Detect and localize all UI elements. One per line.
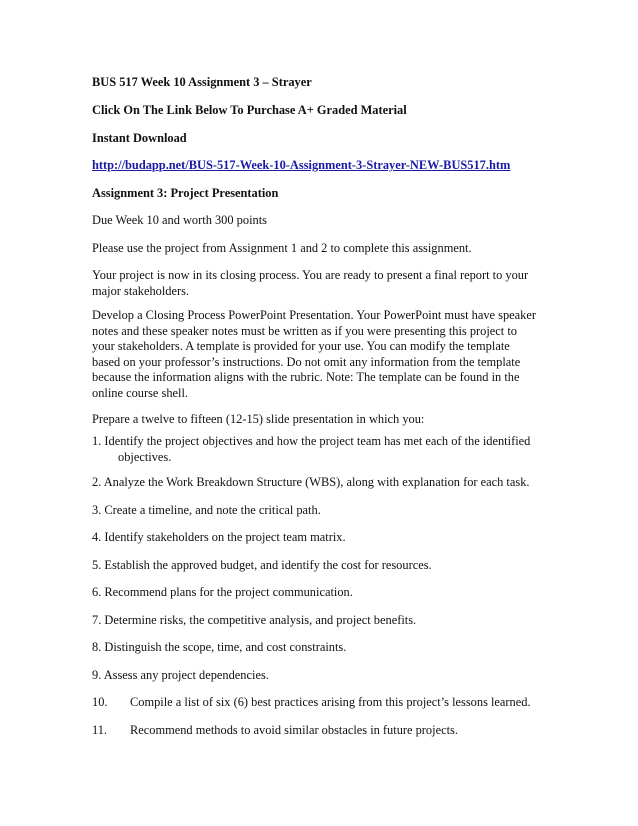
closing-paragraph (92, 268, 548, 299)
list-item-10-text: Compile a list of six (6) best practices arising from this project’s lessons learned. (130, 695, 531, 709)
develop-line-6: online course shell. (92, 385, 189, 400)
prepare-line: Prepare a twelve to fifteen (12-15) slide presentation in which you: (92, 412, 425, 426)
develop-line-4: based on your professor’s instructions. Do not omit any information from the template (92, 354, 521, 369)
purchase-link[interactable]: http://budapp.net/BUS-517-Week-10-Assignment-3-Strayer-NEW-BUS517.htm (92, 158, 511, 172)
list-item-6: 6. Recommend plans for the project communication. (92, 585, 353, 599)
develop-line-2: notes and these speaker notes must be written as if you were presenting this project to (92, 323, 517, 338)
instant-download-label: Instant Download (92, 131, 187, 145)
purchase-line: Click On The Link Below To Purchase A+ Graded Material (92, 103, 407, 117)
list-item-9: 9. Assess any project dependencies. (92, 668, 269, 682)
list-item-2: 2. Analyze the Work Breakdown Structure (WBS), along with explanation for each task. (92, 475, 530, 489)
list-item-11-text: Recommend methods to avoid similar obstacles in future projects. (130, 723, 458, 737)
purchase-link-row (92, 158, 552, 174)
list-item-1-line-2: objectives. (118, 449, 172, 464)
list-item-11-number: 11. (92, 723, 108, 737)
list-item-10-number: 10. (92, 695, 108, 709)
list-item-11 (92, 723, 552, 739)
develop-line-5: because the information aligns with the rubric. Note: The template can be found in the (92, 370, 520, 385)
document-title: BUS 517 Week 10 Assignment 3 – Strayer (92, 75, 312, 89)
assignment-heading: Assignment 3: Project Presentation (92, 186, 279, 200)
list-item-5: 5. Establish the approved budget, and identify the cost for resources. (92, 558, 432, 572)
closing-line-2: major stakeholders. (92, 283, 190, 298)
due-line: Due Week 10 and worth 300 points (92, 213, 267, 227)
list-item-7: 7. Determine risks, the competitive analysis, and project benefits. (92, 613, 417, 627)
list-item-1 (92, 434, 552, 465)
develop-line-1: Develop a Closing Process PowerPoint Presentation. Your PowerPoint must have speaker (92, 308, 536, 322)
list-item-3: 3. Create a timeline, and note the critical path. (92, 503, 321, 517)
develop-line-3: your stakeholders. A template is provided for your use. You can modify the template (92, 339, 510, 354)
list-item-10 (92, 695, 552, 711)
develop-paragraph (92, 308, 548, 402)
closing-line-1: Your project is now in its closing process. You are ready to present a final report to your (92, 268, 529, 282)
list-item-8: 8. Distinguish the scope, time, and cost constraints. (92, 640, 347, 654)
list-item-1-line-1: 1. Identify the project objectives and how the project team has met each of the identified (92, 434, 531, 448)
use-project-line: Please use the project from Assignment 1 and 2 to complete this assignment. (92, 241, 472, 255)
list-item-4: 4. Identify stakeholders on the project team matrix. (92, 530, 346, 544)
